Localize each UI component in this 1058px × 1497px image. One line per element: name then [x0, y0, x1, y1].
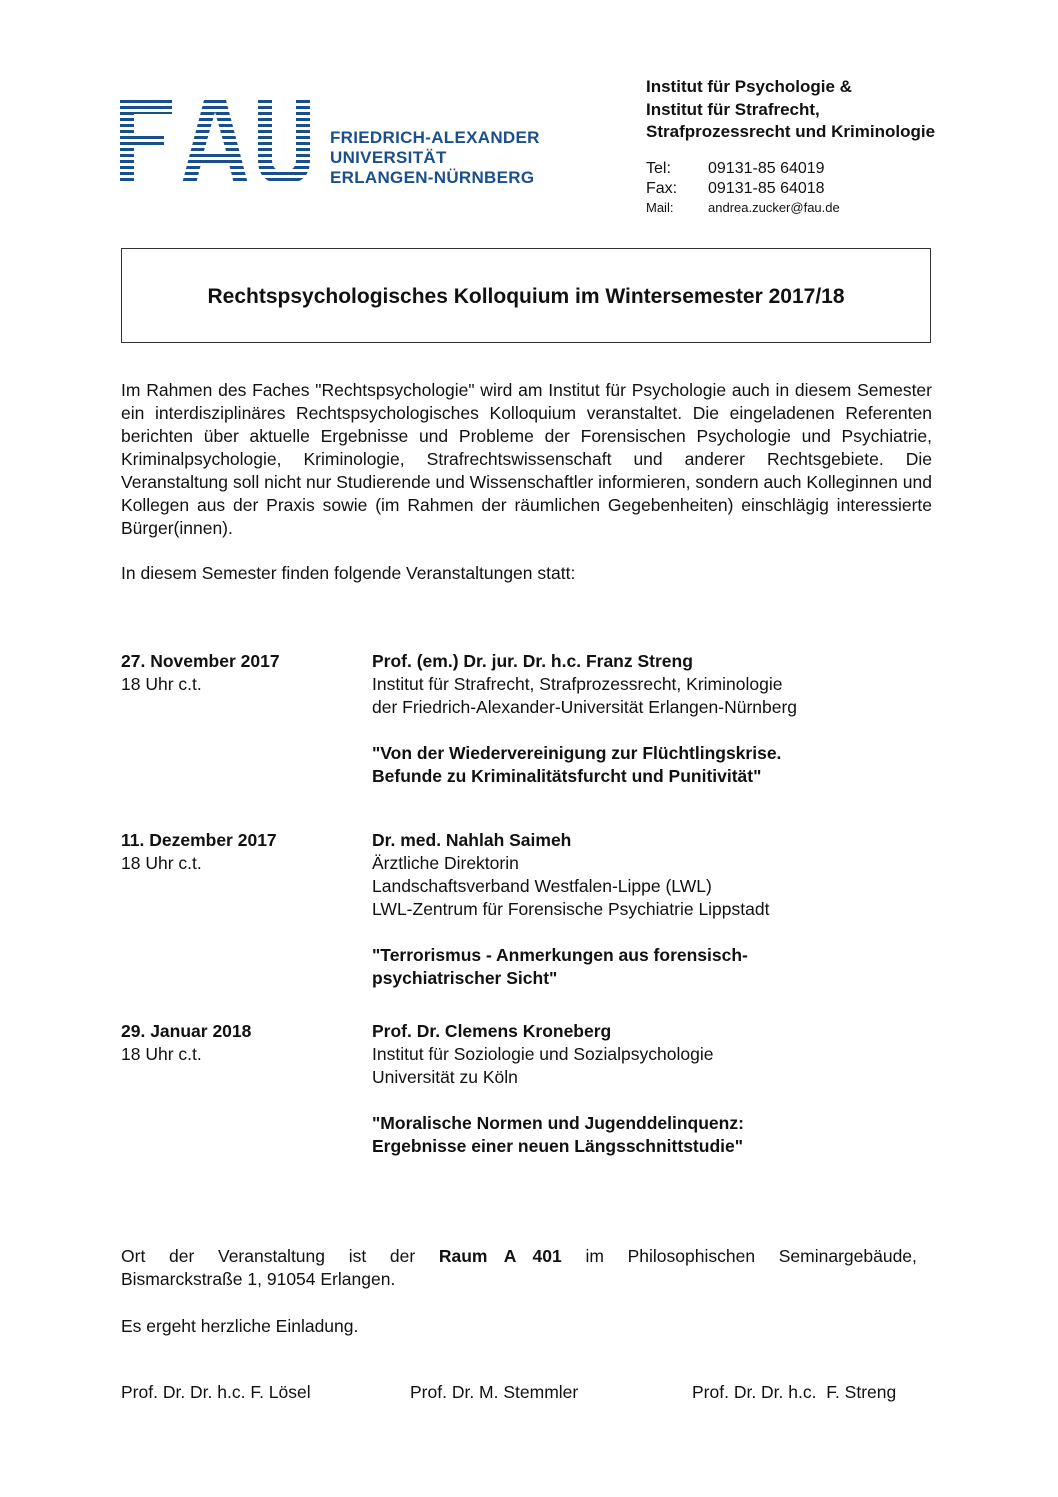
- event-date: 27. November 2017: [121, 651, 280, 671]
- venue-address: Bismarckstraße 1, 91054 Erlangen.: [121, 1269, 396, 1289]
- university-logo: [120, 96, 560, 190]
- event-details: [372, 650, 932, 788]
- event-affiliation-line: Institut für Soziologie und Sozialpsychologie: [372, 1044, 714, 1064]
- signature-3: Prof. Dr. Dr. h.c. F. Streng: [692, 1382, 897, 1402]
- fax-label: Fax:: [646, 180, 678, 197]
- venue-word: der: [389, 1246, 416, 1266]
- event-date: 11. Dezember 2017: [121, 830, 277, 850]
- event-affiliation-line: Universität zu Köln: [372, 1067, 518, 1087]
- venue-word: im: [585, 1246, 604, 1266]
- venue-word: Veranstaltung: [217, 1246, 326, 1266]
- venue-word: Ort: [121, 1246, 146, 1266]
- event-details: [372, 1020, 932, 1158]
- fax-number: 09131-85 64018: [708, 180, 825, 197]
- venue-word: Philosophischen: [627, 1246, 756, 1266]
- event-affiliation-line: Landschaftsverband Westfalen-Lippe (LWL): [372, 876, 712, 896]
- institute-line-3: Strafprozessrecht und Kriminologie: [646, 122, 936, 141]
- contact-mail-row: [646, 199, 840, 217]
- fau-logo-mark: [120, 100, 320, 184]
- venue-line-1: [121, 1245, 917, 1268]
- venue-paragraph: [121, 1245, 917, 1291]
- signature-1: Prof. Dr. Dr. h.c. F. Lösel: [121, 1382, 311, 1402]
- contact-tel-row: [646, 159, 840, 179]
- tel-label: Tel:: [646, 160, 671, 177]
- event-time: 18 Uhr c.t.: [121, 1044, 202, 1064]
- contact-block: [646, 159, 840, 217]
- event-date: 29. Januar 2018: [121, 1021, 252, 1041]
- contact-fax-row: [646, 179, 840, 199]
- intro-paragraph: Im Rahmen des Faches "Rechtspsychologie" wird am Institut für Psychologie auch in diesem Semester ein interdisziplinäres Rechtspsychologisches Kolloquium veranstaltet. Die eingeladenen Referenten berichten über aktuelle Ergebnisse und Probleme der Forensischen Psychologie und Psychiatrie, Kriminalpsychologie, Kriminologie, Strafrechtswissenschaft und anderer Rechtsgebiete. Die Veranstaltung soll nicht nur Studierende und Wissenschaftler informieren, sondern auch Kolleginnen und Kollegen aus der Praxis sowie (im Rahmen der räumlichen Gegebenheiten) einschlägig interessierte Bürger(innen).: [121, 380, 932, 538]
- event-time: 18 Uhr c.t.: [121, 674, 202, 694]
- mail-address[interactable]: andrea.zucker@fau.de: [708, 200, 840, 215]
- event-talk-title: [372, 944, 932, 990]
- events-intro-line: In diesem Semester finden folgende Veranstaltungen statt:: [121, 563, 576, 583]
- event-affiliation-line: Institut für Strafrecht, Strafprozessrecht, Kriminologie: [372, 674, 783, 694]
- logo-line-3: ERLANGEN-NÜRNBERG: [330, 168, 535, 187]
- signature-2: Prof. Dr. M. Stemmler: [410, 1382, 579, 1402]
- venue-word: Seminargebäude,: [778, 1246, 917, 1266]
- event-talk-title: [372, 742, 932, 788]
- event-affiliation-line: Ärztliche Direktorin: [372, 853, 519, 873]
- invitation-line: Es ergeht herzliche Einladung.: [121, 1316, 359, 1336]
- venue-room: Raum A 401: [438, 1246, 562, 1266]
- event-talk-line: "Terrorismus - Anmerkungen aus forensisch-: [372, 945, 748, 965]
- event-speaker: Prof. Dr. Clemens Kroneberg: [372, 1021, 612, 1041]
- event-talk-line: "Von der Wiedervereinigung zur Flüchtlingskrise.: [372, 743, 782, 763]
- venue-word: ist: [348, 1246, 367, 1266]
- event-date-block: [121, 829, 371, 875]
- event-talk-line: psychiatrischer Sicht": [372, 968, 558, 988]
- event-time: 18 Uhr c.t.: [121, 853, 202, 873]
- logo-line-1: FRIEDRICH-ALEXANDER: [330, 128, 540, 147]
- venue-word: der: [169, 1246, 195, 1266]
- event-affiliation-line: LWL-Zentrum für Forensische Psychiatrie Lippstadt: [372, 899, 770, 919]
- mail-label: Mail:: [646, 200, 674, 215]
- event-affiliation-line: der Friedrich-Alexander-Universität Erlangen-Nürnberg: [372, 697, 798, 717]
- institute-line-1: Institut für Psychologie &: [646, 77, 852, 96]
- event-talk-line: Ergebnisse einer neuen Längsschnittstudie": [372, 1136, 744, 1156]
- title-box: [121, 248, 931, 343]
- logo-line-2: UNIVERSITÄT: [330, 148, 447, 167]
- institute-line-2: Institut für Strafrecht,: [646, 99, 820, 119]
- event-talk-line: Befunde zu Kriminalitätsfurcht und Punitivität": [372, 766, 762, 786]
- institute-header: [646, 76, 935, 144]
- event-speaker: Prof. (em.) Dr. jur. Dr. h.c. Franz Streng: [372, 651, 693, 671]
- event-speaker: Dr. med. Nahlah Saimeh: [372, 830, 572, 850]
- event-talk-title: [372, 1112, 932, 1158]
- event-date-block: [121, 650, 371, 696]
- page-title: Rechtspsychologisches Kolloquium im Wintersemester 2017/18: [207, 285, 845, 308]
- event-details: [372, 829, 932, 990]
- event-date-block: [121, 1020, 371, 1066]
- tel-number: 09131-85 64019: [708, 160, 825, 177]
- event-talk-line: "Moralische Normen und Jugenddelinquenz:: [372, 1113, 744, 1133]
- logo-wordmark: [330, 128, 540, 188]
